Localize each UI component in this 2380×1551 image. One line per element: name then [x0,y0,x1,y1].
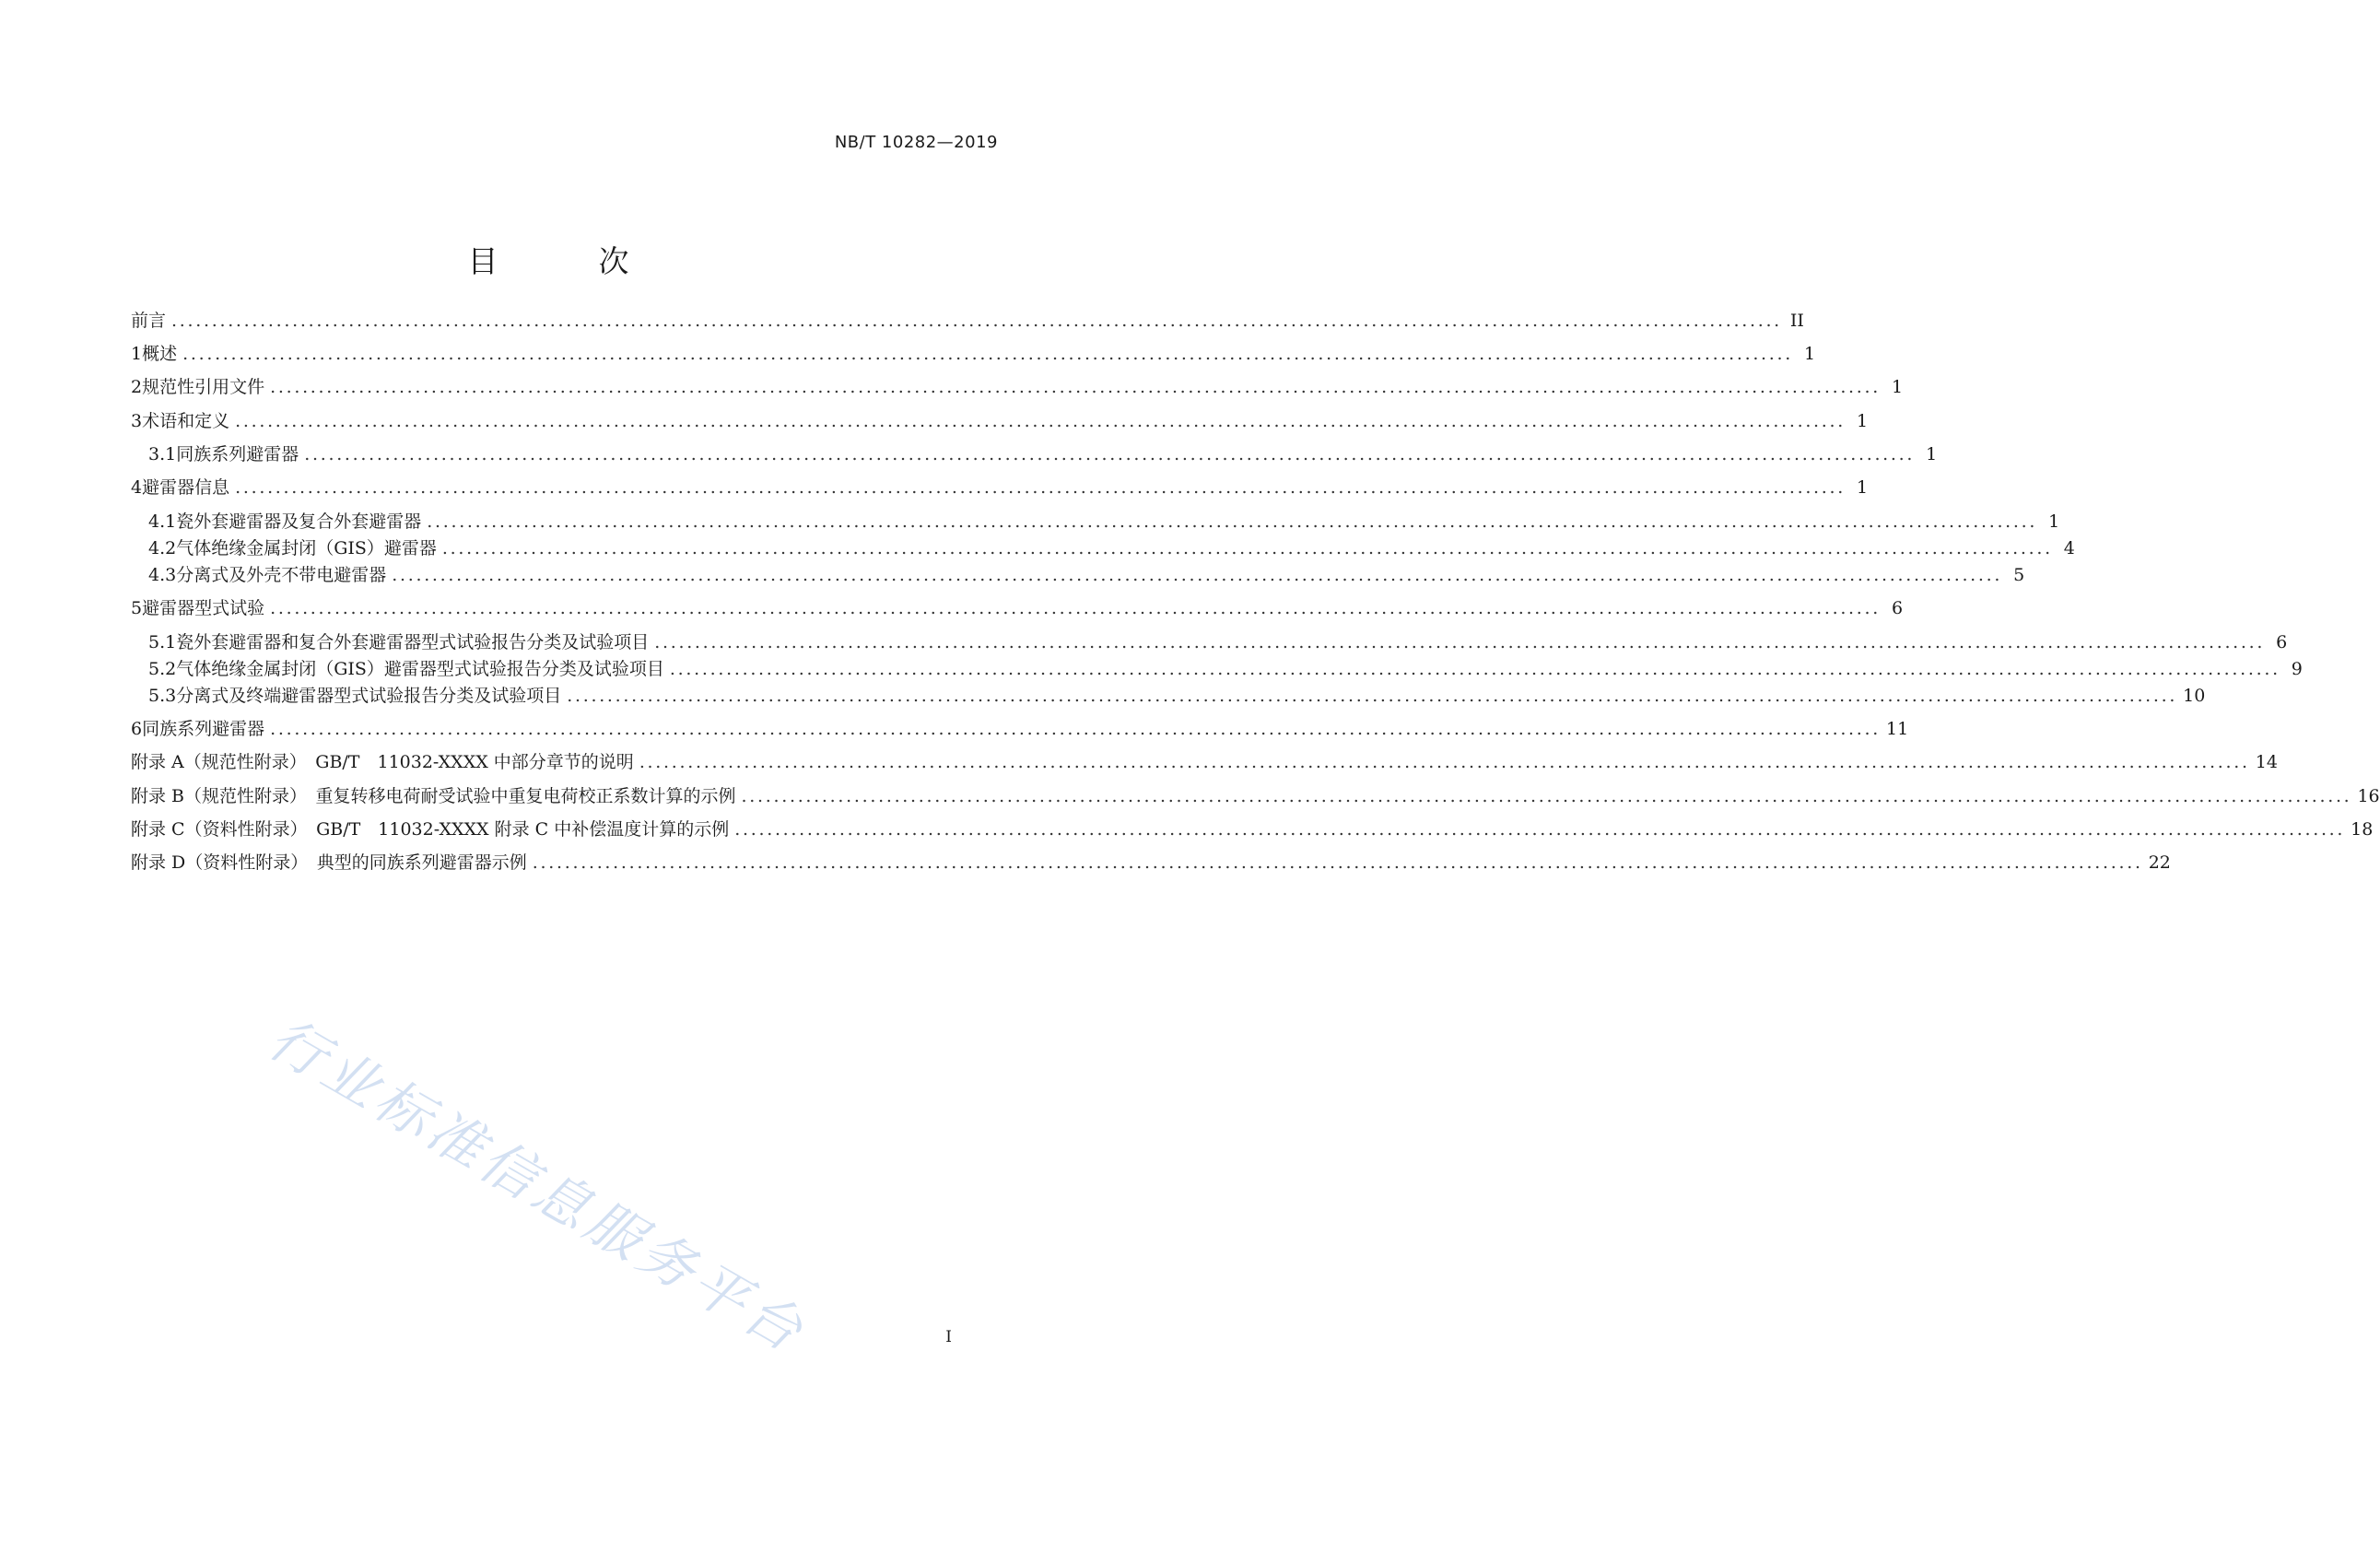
toc-leader-dots: ........................................................................................................................................................................................................ [532,852,2143,873]
standard-code: NB/T 10282—2019 [834,133,998,152]
toc-entry-label: 术语和定义 [142,411,230,431]
toc-leader-dots: ........................................................................................................................................................................................................ [171,311,1782,331]
toc-entry-5[interactable] [131,595,1904,621]
toc-entry-3-1[interactable] [148,441,1938,467]
toc-entry-number: 5.3 [148,686,177,706]
toc-entry-annex-d[interactable] [131,850,2171,875]
page-number: I [945,1328,952,1346]
toc-entry-page: 1 [1803,344,1816,364]
toc-entry-number: 3.1 [148,444,177,464]
toc-entry-number: 4.2 [148,538,177,558]
toc-entry-3[interactable] [131,408,1869,434]
toc-entry-4[interactable] [131,475,1869,500]
toc-entry-annex-c[interactable] [131,817,2374,842]
toc-entry-4-3[interactable] [148,562,2025,588]
toc-entry-label: 瓷外套避雷器及复合外套避雷器 [176,511,422,532]
toc-entry-label: 附录 A（规范性附录） GB/T 11032-XXXX 中部分章节的说明 [131,752,634,772]
toc-leader-dots: ........................................................................................................................................................................................................ [392,565,2003,585]
toc-entry-page: 6 [2276,632,2288,652]
toc-leader-dots: ........................................................................................................................................................................................................ [734,819,2346,840]
toc-entry-label: 分离式及终端避雷器型式试验报告分类及试验项目 [176,686,562,706]
toc-entry-label: 附录 B（规范性附录） 重复转移电荷耐受试验中重复电荷校正系数计算的示例 [131,786,736,806]
toc-leader-dots: ........................................................................................................................................................................................................ [441,538,2053,558]
toc-entry-number: 4 [131,477,143,498]
toc-entry-label: 瓷外套避雷器和复合外套避雷器型式试验报告分类及试验项目 [176,632,650,652]
toc-entry-number: 5 [131,598,143,618]
toc-leader-dots: ........................................................................................................................................................................................................ [639,752,2250,772]
toc-entry-label: 同族系列避雷器 [176,444,299,464]
toc-entry-foreword[interactable] [131,308,1804,334]
toc-leader-dots: ........................................................................................................................................................................................................ [182,344,1794,364]
toc-entry-annex-b[interactable] [131,783,2380,809]
page-title: 目 次 [467,243,664,279]
toc-entry-page: 11 [1886,719,1909,739]
toc-entry-page: 10 [2183,686,2206,706]
toc-entry-page: 1 [1856,411,1869,431]
toc-entry-page: 4 [2063,538,2075,558]
toc-entry-number: 5.2 [148,659,177,679]
watermark: 行业标准信息服务平台 [258,1006,817,1367]
toc-leader-dots: ........................................................................................................................................................................................................ [270,377,1882,397]
toc-entry-page: 5 [2013,565,2025,585]
toc-entry-page: 16 [2357,786,2380,806]
toc-leader-dots: ........................................................................................................................................................................................................ [427,511,2038,532]
toc-entry-label: 避雷器型式试验 [142,598,265,618]
toc-entry-page: 1 [1891,377,1904,397]
toc-entry-label: 概述 [142,344,178,364]
toc-entry-number: 3 [131,411,143,431]
toc-entry-page: 18 [2351,819,2374,840]
toc-entry-2[interactable] [131,374,1904,400]
toc-entry-page: 1 [1856,477,1869,498]
toc-entry-1[interactable] [131,341,1816,367]
toc-entry-page: 1 [2048,511,2060,532]
toc-entry-label: 规范性引用文件 [142,377,265,397]
toc-entry-label: 前言 [131,311,167,331]
toc-entry-page: 6 [1891,598,1904,618]
toc-entry-4-2[interactable] [148,535,2075,561]
toc-entry-5-3[interactable] [148,683,2206,709]
toc-entry-page: 14 [2255,752,2278,772]
toc-entry-label: 气体绝缘金属封闭（GIS）避雷器型式试验报告分类及试验项目 [176,659,664,679]
toc-entry-annex-a[interactable] [131,749,2278,775]
toc-leader-dots: ........................................................................................................................................................................................................ [270,598,1882,618]
toc-entry-5-2[interactable] [148,656,2303,682]
toc-entry-number: 5.1 [148,632,177,652]
toc-entry-label: 附录 D（资料性附录） 典型的同族系列避雷器示例 [131,852,527,873]
toc-entry-page: II [1789,311,1804,331]
toc-entry-number: 1 [131,344,143,364]
toc-entry-6[interactable] [131,716,1909,742]
toc-leader-dots: ........................................................................................................................................................................................................ [669,659,2280,679]
toc-entry-5-1[interactable] [148,629,2288,655]
toc-entry-number: 6 [131,719,143,739]
toc-entry-page: 22 [2148,852,2171,873]
toc-entry-label: 同族系列避雷器 [142,719,265,739]
toc-entry-label: 分离式及外壳不带电避雷器 [176,565,387,585]
toc-entry-label: 避雷器信息 [142,477,230,498]
toc-leader-dots: ........................................................................................................................................................................................................ [741,786,2352,806]
toc-leader-dots: ........................................................................................................................................................................................................ [654,632,2266,652]
toc-entry-page: 9 [2291,659,2303,679]
toc-leader-dots: ........................................................................................................................................................................................................ [235,477,1847,498]
toc-leader-dots: ........................................................................................................................................................................................................ [567,686,2178,706]
toc-entry-page: 1 [1926,444,1938,464]
toc-entry-number: 4.1 [148,511,177,532]
toc-leader-dots: ........................................................................................................................................................................................................ [304,444,1916,464]
toc-entry-label: 气体绝缘金属封闭（GIS）避雷器 [176,538,437,558]
toc-entry-4-1[interactable] [148,509,2060,535]
toc-leader-dots: ........................................................................................................................................................................................................ [235,411,1847,431]
toc-entry-number: 2 [131,377,143,397]
toc-leader-dots: ........................................................................................................................................................................................................ [270,719,1882,739]
toc-entry-label: 附录 C（资料性附录） GB/T 11032-XXXX 附录 C 中补偿温度计算的示例 [131,819,730,840]
toc-entry-number: 4.3 [148,565,177,585]
